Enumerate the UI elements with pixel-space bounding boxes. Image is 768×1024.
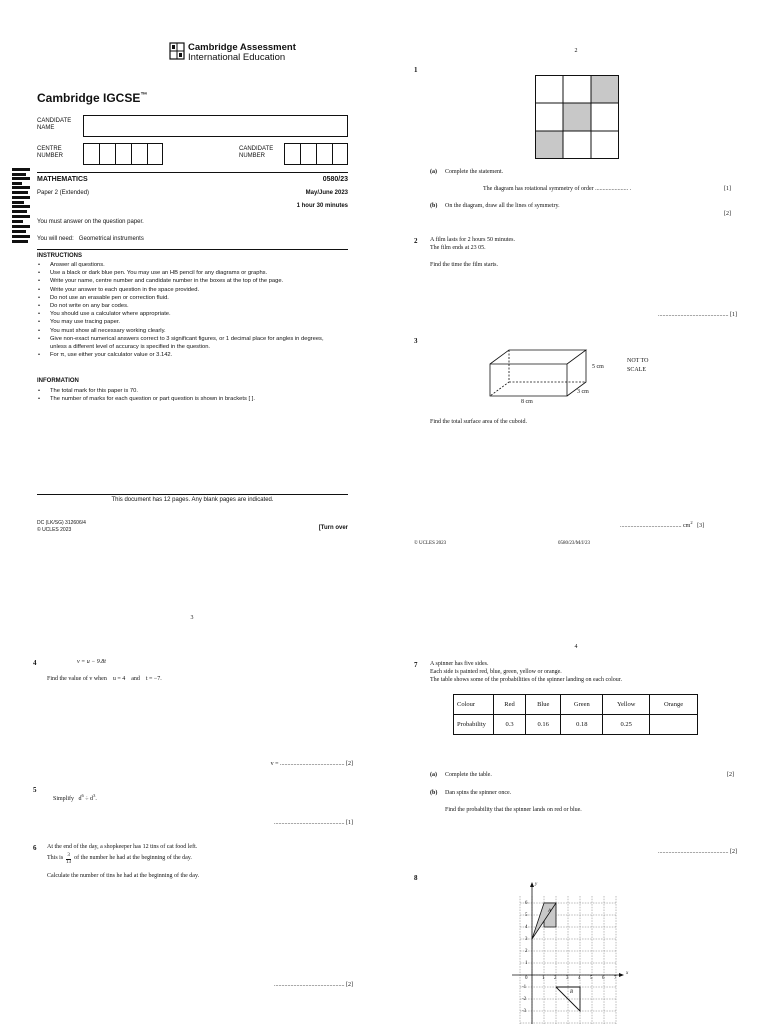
centre-number-field[interactable] [83, 143, 163, 165]
question-text: Complete the statement. [445, 169, 504, 175]
part-label: (a) [430, 169, 437, 175]
y-tick-label: 0 [525, 976, 528, 981]
answer-line[interactable]: ............................................... [1] [658, 312, 737, 318]
y-tick-label: 1 [525, 961, 528, 966]
barcode [12, 168, 32, 243]
cuboid-height-label: 5 cm [592, 364, 604, 370]
question-number: 4 [33, 659, 37, 667]
instruction-item: • Give non-exact numerical answers correct to 3 significant figures, or 1 decimal place for angles in degrees, unless a different level of accuracy is specified in the question. [37, 335, 337, 351]
table-cell: 0.18 [561, 715, 603, 735]
transformation-grid[interactable] [508, 882, 638, 1024]
instruction-item: • You should use a calculator where appropriate. [37, 310, 337, 318]
instructions-list [37, 261, 337, 359]
question-number: 8 [414, 874, 418, 882]
y-tick-label: 2 [525, 949, 528, 954]
question-text: Find the value of v when u = 4 and t = −7. [47, 676, 162, 682]
page-3 [0, 560, 384, 1024]
instruction-item: • You may use tracing paper. [37, 318, 337, 326]
symmetry-grid-diagram[interactable] [535, 75, 619, 159]
subject: MATHEMATICS [37, 176, 88, 183]
instruction-item: • Use a black or dark blue pen. You may use an HB pencil for any diagrams or graphs. [37, 269, 337, 277]
marks: [2] [724, 211, 731, 217]
qualification-title: Cambridge IGCSE™ [37, 91, 148, 105]
cambridge-crest-icon [169, 42, 185, 60]
paper-name: Paper 2 (Extended) [37, 190, 90, 196]
page-number: 4 [574, 644, 578, 650]
rule-bottom [37, 494, 348, 495]
x-tick-label: 6 [602, 976, 605, 981]
fraction: 3 13 [66, 853, 72, 865]
question-text: At the end of the day, a shopkeeper has 12 tins of cat food left. [47, 844, 198, 850]
x-axis-label: x [626, 971, 629, 976]
table-header-row [454, 695, 698, 715]
question-text: Find the total surface area of the cuboid. [430, 419, 527, 425]
page-number: 2 [574, 48, 578, 54]
question-text: The film ends at 23 05. [430, 245, 486, 251]
table-header-cell: Blue [526, 695, 561, 715]
table-cell: 0.16 [526, 715, 561, 735]
part-label: (b) [430, 790, 438, 796]
question-number: 5 [33, 786, 37, 794]
table-cell: Probability [454, 715, 494, 735]
rule-mid [37, 249, 348, 250]
footer-code: 0580/23/M/J/23 [558, 541, 590, 546]
rotational-symmetry-statement[interactable]: The diagram has rotational symmetry of order ...................... . [483, 186, 632, 192]
instruction-item: • Write your answer to each question in the space provided. [37, 286, 337, 294]
y-tick-label: -3 [522, 1009, 527, 1014]
candidate-name-label: CANDIDATE NAME [37, 118, 72, 132]
information-item: • The total mark for this paper is 70. [37, 387, 337, 395]
question-text: This is 3 13 of the number he had at the beginning of the day. [47, 853, 192, 865]
candidate-number-field[interactable] [284, 143, 348, 165]
question-text: On the diagram, draw all the lines of symmetry. [445, 203, 560, 209]
table-cell: 0.3 [494, 715, 526, 735]
paper-code: 0580/23 [322, 176, 348, 183]
table-header-cell: Green [561, 695, 603, 715]
table-header-cell: Colour [454, 695, 494, 715]
question-text: Each side is painted red, blue, green, yellow or orange. [430, 669, 562, 675]
turn-over: [Turn over [318, 525, 348, 531]
y-tick-label: -2 [522, 997, 527, 1002]
orange-probability-input[interactable] [650, 715, 698, 735]
table-header-cell: Red [494, 695, 526, 715]
y-tick-label: 5 [525, 913, 528, 918]
footer-copyright: © UCLES 2023 [414, 541, 447, 546]
instruction-item: • Write your name, centre number and candidate number in the boxes at the top of the page. [37, 277, 337, 285]
answer-line[interactable]: ............................................... [2] [274, 982, 353, 988]
question-text: Complete the table. [445, 772, 492, 778]
y-tick-label: 3 [525, 937, 528, 942]
instruction-item: • For π, use either your calculator value or 3.142. [37, 351, 337, 359]
instructions-heading: INSTRUCTIONS [37, 253, 82, 259]
question-text: A film lasts for 2 hours 50 minutes. [430, 237, 515, 243]
question-number: 7 [414, 661, 418, 669]
x-tick-label: 7 [614, 976, 617, 981]
shape-a-label: A [548, 909, 552, 914]
y-axis-label: y [535, 882, 538, 887]
x-tick-label: 1 [542, 976, 545, 981]
information-list [37, 387, 337, 403]
y-tick-label: 6 [525, 901, 528, 906]
question-number: 6 [33, 844, 37, 852]
must-answer-text: You must answer on the question paper. [37, 219, 144, 225]
instruction-item: • Do not write on any bar codes. [37, 302, 337, 310]
exam-session: May/June 2023 [305, 190, 348, 196]
answer-line[interactable]: ............................................... [2] [658, 849, 737, 855]
candidate-name-field[interactable] [83, 115, 348, 137]
cuboid-length-label: 8 cm [521, 399, 533, 405]
answer-line[interactable]: ......................................... $cm^2$ [3] [620, 520, 705, 529]
org-name-line1: Cambridge Assessment [188, 42, 296, 53]
centre-number-label: CENTRE NUMBER [37, 146, 64, 160]
question-text: A spinner has five sides. [430, 661, 489, 667]
x-tick-label: 4 [578, 976, 581, 981]
probability-table [453, 694, 698, 735]
instruction-item: • You must show all necessary working clearly. [37, 327, 337, 335]
instruction-item: • Do not use an erasable pen or correction fluid. [37, 294, 337, 302]
question-number: 1 [414, 66, 418, 74]
answer-line[interactable]: v = ........................................... [2] [270, 761, 353, 767]
part-label: (b) [430, 203, 438, 209]
x-tick-label: 5 [590, 976, 593, 981]
question-number: 3 [414, 337, 418, 345]
page-2 [384, 0, 768, 560]
candidate-number-label: CANDIDATE NUMBER [239, 146, 274, 160]
table-row [454, 715, 698, 735]
page-number: 3 [190, 615, 194, 621]
question-text: Find the time the film starts. [430, 262, 498, 268]
table-cell: 0.25 [603, 715, 650, 735]
cover-page [0, 0, 384, 560]
cuboid-depth-label: 3 cm [577, 389, 589, 395]
page-count: This document has 12 pages. Any blank pages are indicated. [111, 497, 274, 503]
not-to-scale-label: NOT TO [627, 358, 649, 364]
table-header-cell: Yellow [603, 695, 650, 715]
org-name-line2: International Education [188, 52, 286, 63]
rule-top [37, 172, 348, 173]
instruction-item: • Answer all questions. [37, 261, 337, 269]
question-text: Find the probability that the spinner lands on red or blue. [445, 807, 582, 813]
not-to-scale-label: SCALE [627, 367, 647, 373]
marks: [2] [727, 772, 734, 778]
x-tick-label: 3 [566, 976, 569, 981]
exam-duration: 1 hour 30 minutes [296, 203, 348, 209]
part-label: (a) [430, 772, 437, 778]
question-text: Simplify $d^6 \div d^3$. [53, 793, 97, 803]
question-number: 2 [414, 237, 418, 245]
information-heading: INFORMATION [37, 378, 79, 384]
formula: v = u − 9.8t [77, 659, 106, 665]
answer-line[interactable]: ............................................... [1] [274, 820, 353, 826]
cambridge-logo [169, 42, 296, 63]
cover-footer-code: DC (LK/SG) 312606/4 [37, 520, 86, 526]
question-text: Dan spins the spinner once. [445, 790, 512, 796]
y-tick-label: 4 [525, 925, 528, 930]
question-text: Calculate the number of tins he had at the beginning of the day. [47, 873, 200, 879]
will-need-text: You will need: Geometrical instruments [37, 236, 144, 242]
information-item: • The number of marks for each question or part question is shown in brackets [ ]. [37, 395, 337, 403]
y-tick-label: -1 [522, 985, 527, 990]
x-tick-label: 2 [554, 976, 557, 981]
page-4 [384, 560, 768, 1024]
cover-footer-copyright: © UCLES 2023 [37, 527, 72, 533]
shape-b-label: B [570, 990, 574, 995]
question-text: The table shows some of the probabilities of the spinner landing on each colour. [430, 677, 622, 683]
marks: [1] [724, 186, 731, 192]
table-header-cell: Orange [650, 695, 698, 715]
